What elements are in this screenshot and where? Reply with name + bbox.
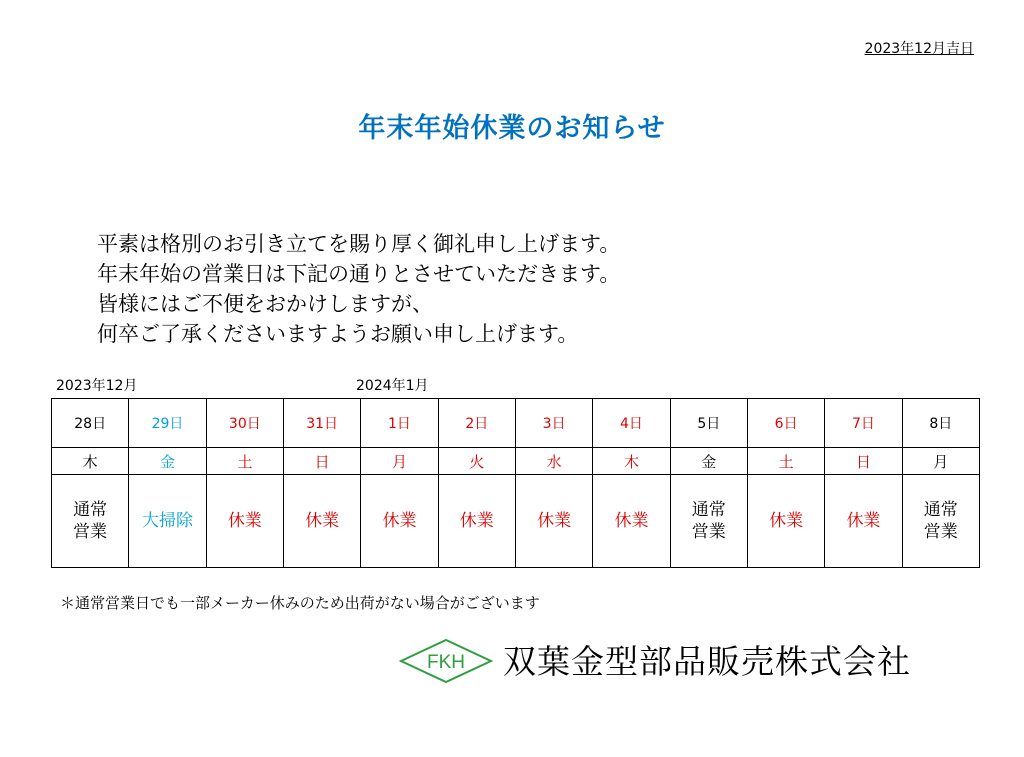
day-status-cell: 休業 (593, 475, 670, 568)
day-status-cell: 休業 (825, 475, 902, 568)
date-row (52, 399, 980, 448)
message-line: 平素は格別のお引き立てを賜り厚く御礼申し上げます。 (97, 232, 621, 256)
day-weekday-cell: 水 (515, 448, 592, 475)
status-row (52, 475, 980, 568)
day-date-cell: 1日 (361, 399, 438, 448)
day-date-cell: 5日 (670, 399, 747, 448)
day-weekday-cell: 土 (206, 448, 283, 475)
day-date-cell: 8日 (902, 399, 979, 448)
day-status-cell: 休業 (206, 475, 283, 568)
company-name: 双葉金型部品販売株式会社 (503, 642, 911, 681)
day-weekday-cell: 木 (593, 448, 670, 475)
page-title: 年末年始休業のお知らせ (358, 113, 666, 144)
day-date-cell: 7日 (825, 399, 902, 448)
issue-date: 2023年12月吉日 (864, 41, 974, 57)
day-status-cell: 通常 営業 (902, 475, 979, 568)
message-body (97, 229, 620, 349)
day-date-cell: 30日 (206, 399, 283, 448)
day-date-cell: 28日 (52, 399, 129, 448)
weekday-row (52, 448, 980, 475)
day-date-cell: 4日 (593, 399, 670, 448)
message-line: 年末年始の営業日は下記の通りとさせていただきます。 (97, 262, 621, 286)
month-label-dec: 2023年12月 (56, 378, 138, 394)
day-weekday-cell: 木 (52, 448, 129, 475)
holiday-calendar (51, 398, 980, 568)
day-date-cell: 6日 (747, 399, 824, 448)
fkh-logo (398, 636, 494, 686)
day-status-cell: 休業 (438, 475, 515, 568)
day-status-cell: 休業 (515, 475, 592, 568)
day-weekday-cell: 金 (129, 448, 206, 475)
day-status-cell: 大掃除 (129, 475, 206, 568)
day-weekday-cell: 日 (825, 448, 902, 475)
logo-text: FKH (427, 652, 465, 673)
day-status-cell: 休業 (747, 475, 824, 568)
day-weekday-cell: 土 (747, 448, 824, 475)
day-weekday-cell: 火 (438, 448, 515, 475)
day-date-cell: 3日 (515, 399, 592, 448)
day-weekday-cell: 月 (361, 448, 438, 475)
day-weekday-cell: 金 (670, 448, 747, 475)
day-date-cell: 2日 (438, 399, 515, 448)
day-status-cell: 休業 (361, 475, 438, 568)
day-status-cell: 休業 (283, 475, 360, 568)
day-date-cell: 29日 (129, 399, 206, 448)
message-line: 皆様にはご不便をおかけしますが、 (97, 292, 433, 316)
day-weekday-cell: 月 (902, 448, 979, 475)
day-status-cell: 通常 営業 (670, 475, 747, 568)
day-date-cell: 31日 (283, 399, 360, 448)
shipping-note: ＊通常営業日でも一部メーカー休みのため出荷がない場合がございます (60, 594, 540, 612)
day-status-cell: 通常 営業 (52, 475, 129, 568)
day-weekday-cell: 日 (283, 448, 360, 475)
month-label-jan: 2024年1月 (356, 378, 429, 394)
message-line: 何卒ご了承くださいますようお願い申し上げます。 (97, 322, 579, 346)
